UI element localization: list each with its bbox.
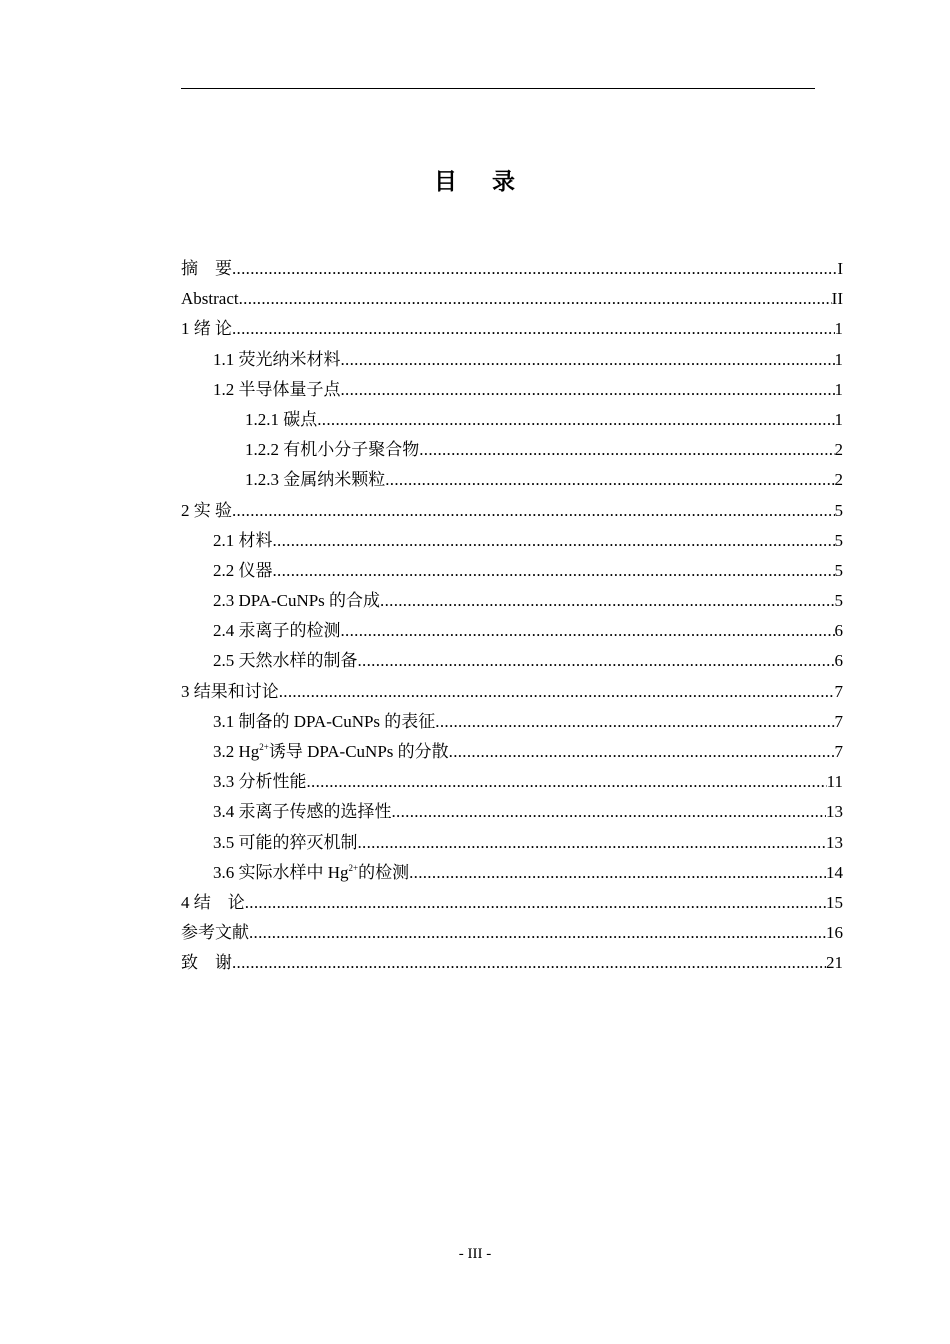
toc-entry-page: 1 xyxy=(834,409,843,429)
toc-entry-label: 3 结果和讨论 xyxy=(181,681,279,701)
toc-entry-label: 参考文献 xyxy=(181,923,249,943)
toc-entry-page: 5 xyxy=(834,500,843,520)
toc-entry-label: 3.4 汞离子传感的选择性 xyxy=(213,802,392,822)
toc-entry-label: 2.2 仪器 xyxy=(213,560,273,580)
dot-leader xyxy=(279,677,835,707)
toc-entry-page: 6 xyxy=(834,621,843,641)
toc-entry-page: 1 xyxy=(834,379,843,399)
dot-leader xyxy=(358,646,835,676)
dot-leader xyxy=(232,496,835,526)
toc-entry[interactable] xyxy=(181,797,843,827)
toc-entry-page: 5 xyxy=(834,591,843,611)
toc-entry[interactable] xyxy=(181,284,843,314)
toc-entry-label: 1 绪 论 xyxy=(181,319,232,339)
toc-entry-page: 13 xyxy=(826,832,843,852)
toc-entry-label: 2.1 材料 xyxy=(213,530,273,550)
toc-entry-page: 13 xyxy=(826,802,843,822)
toc-entry-page: 21 xyxy=(826,953,843,973)
dot-leader xyxy=(232,948,826,978)
toc-entry[interactable] xyxy=(181,314,843,344)
toc-entry[interactable] xyxy=(181,375,843,405)
dot-leader xyxy=(239,284,832,314)
dot-leader xyxy=(419,435,834,465)
toc-entry-page: 2 xyxy=(834,470,843,490)
toc-entry[interactable] xyxy=(181,405,843,435)
dot-leader xyxy=(273,556,835,586)
dot-leader xyxy=(392,797,827,827)
dot-leader xyxy=(385,465,834,495)
table-of-contents xyxy=(181,254,843,979)
dot-leader xyxy=(273,526,835,556)
toc-entry[interactable] xyxy=(181,707,843,737)
toc-entry[interactable] xyxy=(181,828,843,858)
toc-entry[interactable] xyxy=(181,888,843,918)
header-rule xyxy=(181,88,815,89)
toc-entry[interactable] xyxy=(181,646,843,676)
dot-leader xyxy=(232,314,835,344)
toc-entry[interactable] xyxy=(181,948,843,978)
dot-leader xyxy=(409,858,826,888)
toc-entry-label: 2.3 DPA-CuNPs 的合成 xyxy=(213,591,381,611)
toc-entry[interactable] xyxy=(181,254,843,284)
page-number: - III - xyxy=(458,1246,492,1262)
toc-entry-label: 3.3 分析性能 xyxy=(213,772,307,792)
toc-entry[interactable] xyxy=(181,586,843,616)
toc-entry[interactable] xyxy=(181,556,843,586)
toc-entry-page: 7 xyxy=(834,711,843,731)
toc-entry[interactable] xyxy=(181,918,843,948)
toc-entry[interactable] xyxy=(181,616,843,646)
toc-entry-label-text: 诱导 DPA-CuNPs 的分散 xyxy=(268,742,449,761)
toc-entry-label-text: 3.2 Hg xyxy=(213,742,260,761)
toc-entry-label: 4 结 论 xyxy=(181,892,245,912)
superscript: 2+ xyxy=(259,742,269,752)
toc-entry[interactable] xyxy=(181,767,843,797)
toc-entry-page: 6 xyxy=(834,651,843,671)
page-title: 目 录 xyxy=(434,169,516,195)
dot-leader xyxy=(358,828,827,858)
toc-entry-label: 摘 要 xyxy=(181,259,232,278)
toc-entry-label: 3.1 制备的 DPA-CuNPs 的表征 xyxy=(213,711,436,731)
toc-entry-label-text: 的检测 xyxy=(358,862,410,882)
toc-entry-label: 2 实 验 xyxy=(181,500,232,520)
toc-entry-page: 15 xyxy=(826,892,843,912)
toc-entry[interactable] xyxy=(181,526,843,556)
superscript: 2+ xyxy=(348,862,359,873)
toc-entry[interactable] xyxy=(181,677,843,707)
toc-entry-label: 1.2.1 碳点 xyxy=(245,409,318,429)
dot-leader xyxy=(341,616,835,646)
dot-leader xyxy=(245,888,826,918)
toc-entry[interactable] xyxy=(181,435,843,465)
toc-entry-label: 1.1 荧光纳米材料 xyxy=(213,349,341,369)
toc-entry[interactable] xyxy=(181,465,843,495)
dot-leader xyxy=(380,586,834,616)
toc-entry-label: 2.4 汞离子的检测 xyxy=(213,621,341,641)
toc-entry-page: 16 xyxy=(826,923,843,943)
toc-entry-label: 3.5 可能的猝灭机制 xyxy=(213,832,358,852)
dot-leader xyxy=(307,767,827,797)
toc-entry-label: 1.2.3 金属纳米颗粒 xyxy=(245,470,386,490)
toc-entry[interactable] xyxy=(181,737,843,767)
dot-leader xyxy=(317,405,834,435)
toc-entry-page: 5 xyxy=(834,560,843,580)
toc-entry-page: I xyxy=(837,259,843,278)
toc-entry-label: 致 谢 xyxy=(181,953,232,973)
toc-entry-page: 2 xyxy=(834,440,843,460)
dot-leader xyxy=(341,345,835,375)
toc-entry-label xyxy=(213,737,449,767)
toc-entry-label: Abstract xyxy=(181,289,239,309)
toc-entry[interactable] xyxy=(181,858,843,888)
toc-entry[interactable] xyxy=(181,345,843,375)
dot-leader xyxy=(449,737,835,767)
toc-entry-label xyxy=(213,858,409,888)
toc-entry-page: 14 xyxy=(826,862,843,882)
toc-entry[interactable] xyxy=(181,496,843,526)
toc-entry-label-text: 3.6 实际水样中 Hg xyxy=(213,862,349,882)
toc-entry-page: 7 xyxy=(834,742,843,761)
toc-entry-label: 1.2.2 有机小分子聚合物 xyxy=(245,440,420,460)
toc-entry-page: 11 xyxy=(826,772,843,792)
toc-entry-label: 1.2 半导体量子点 xyxy=(213,379,341,399)
dot-leader xyxy=(232,254,837,284)
toc-entry-page: 1 xyxy=(834,349,843,369)
toc-entry-page: II xyxy=(831,289,843,309)
toc-entry-page: 7 xyxy=(834,681,843,701)
toc-entry-page: 1 xyxy=(834,319,843,339)
toc-entry-label: 2.5 天然水样的制备 xyxy=(213,651,358,671)
dot-leader xyxy=(435,707,834,737)
dot-leader xyxy=(341,375,835,405)
toc-entry-page: 5 xyxy=(834,530,843,550)
dot-leader xyxy=(249,918,826,948)
